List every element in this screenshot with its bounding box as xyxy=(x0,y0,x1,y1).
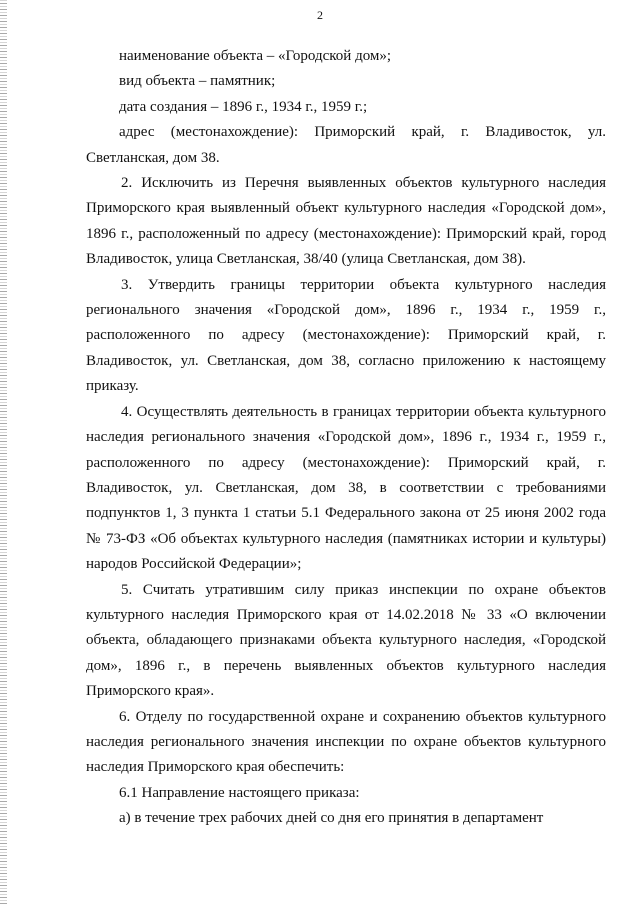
paragraph-object-name: наименование объекта – «Городской дом»; xyxy=(119,48,392,64)
scan-edge-artifact xyxy=(0,0,7,905)
paragraph-item-4: 4. Осуществлять деятельность в границах территории объекта культурного наследия регионального значения «Городской дом», 1896 г., 1934 г., 1959 г., расположенного по адресу (местонахождение): Приморский край, г. Владивосток, ул. Светланская, дом 38, в соответствии с требованиями подпунктов 1, 3 пункта 1 статьи 5.1 Федерального закона от 25 июня 2002 года № 73-ФЗ «Об объектах культурного наследия (памятниках истории и культуры) народов Российской Федерации»; xyxy=(86,403,606,573)
paragraph-item-6: 6. Отделу по государственной охране и сохранению объектов культурного наследия регионального значения инспекции по охране объектов культурного наследия Приморского края обеспечить: xyxy=(86,708,606,776)
paragraph-creation-date: дата создания – 1896 г., 1934 г., 1959 г.; xyxy=(119,98,368,115)
paragraph-item-5: 5. Считать утратившим силу приказ инспекции по охране объектов культурного наследия Приморского края от 14.02.2018 № 33 «О включении объекта, обладающего признаками объекта культурного наследия, «Городской дом», 1896 г., в перечень выявленных объектов культурного наследия Приморского края». xyxy=(86,581,606,700)
document-body xyxy=(86,44,606,832)
paragraph-object-type: вид объекта – памятник; xyxy=(119,73,276,90)
page-number: 2 xyxy=(317,8,323,22)
paragraph-item-3: 3. Утвердить границы территории объекта культурного наследия регионального значения «Городской дом», 1896 г., 1934 г., 1959 г., расположенного по адресу (местонахождение): Приморский край, г. Владивосток, ул. Светланская, дом 38, согласно приложению к настоящему приказу. xyxy=(86,276,606,395)
paragraph-item-a: а) в течение трех рабочих дней со дня его принятия в департамент xyxy=(119,810,544,827)
paragraph-address: адрес (местонахождение): Приморский край, г. Владивосток, ул. Светланская, дом 38. xyxy=(86,124,606,166)
paragraph-item-6-1: 6.1 Направление настоящего приказа: xyxy=(119,784,360,801)
paragraph-item-2: 2. Исключить из Перечня выявленных объектов культурного наследия Приморского края выявленный объект культурного наследия «Городской дом», 1896 г., расположенный по адресу (местонахождение): Приморский край, город Владивосток, улица Светланская, 38/40 (улица Светланская, дом 38). xyxy=(86,175,606,268)
